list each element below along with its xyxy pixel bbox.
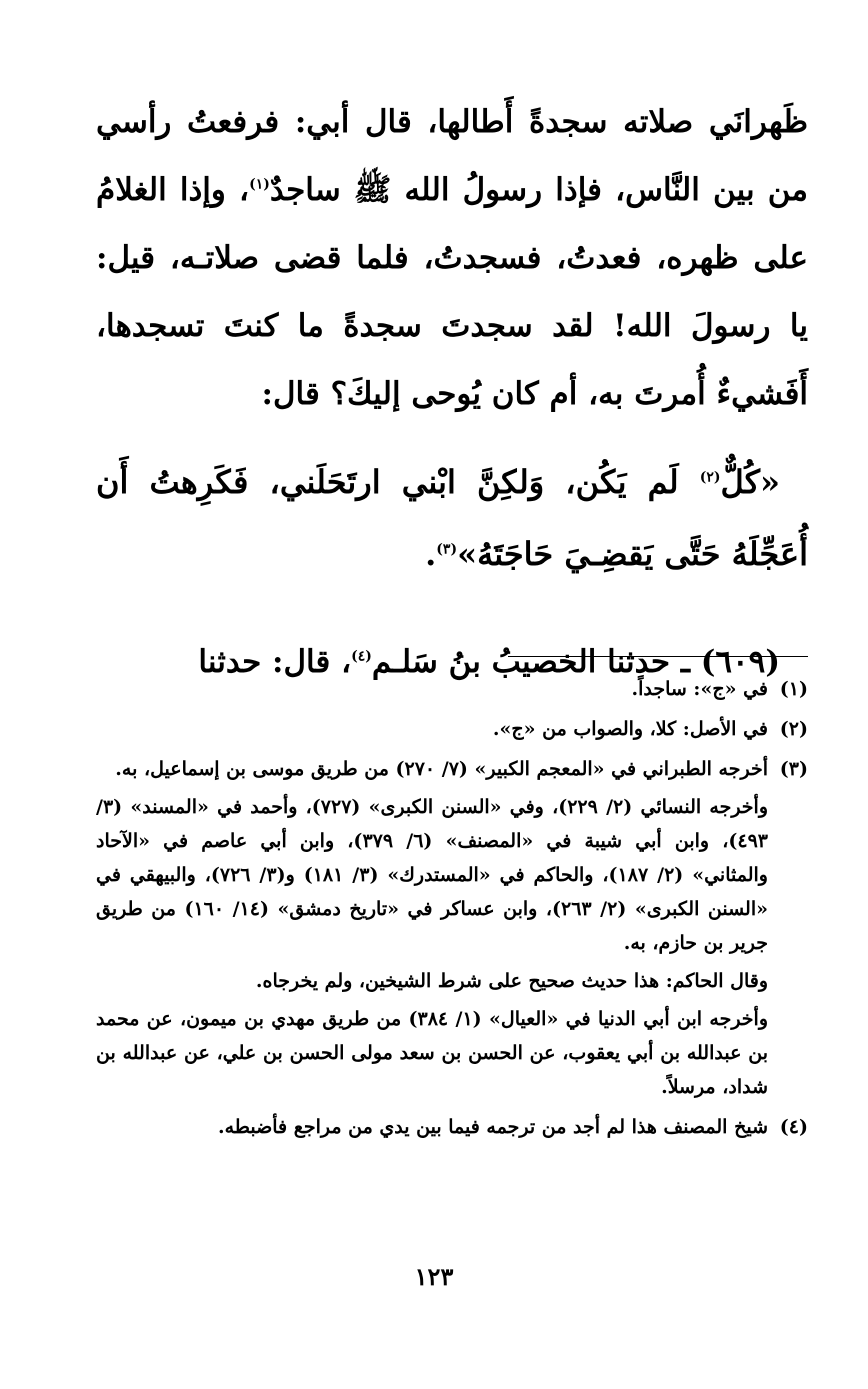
footnote-separator (508, 656, 808, 657)
footnote-marker-3[interactable]: (٣) (436, 541, 458, 558)
footnote-number: (٢) (779, 718, 808, 740)
paragraph-hadith-narration (96, 88, 808, 428)
footnote-body (96, 752, 768, 1104)
footnote-text: في «ج»: ساجداً. (631, 678, 768, 700)
footnote-text: في الأصل: كلا، والصواب من «ج». (492, 718, 768, 740)
text-segment: ، قال: حدثنا (198, 644, 352, 680)
footnote-number: (١) (779, 678, 808, 700)
footnote-number: (٤) (779, 1116, 808, 1138)
text-segment: . (425, 535, 437, 573)
footnotes-section (96, 672, 808, 1150)
paragraph-hadith-quote (96, 446, 808, 590)
hadith-number: (٦٠٩) (700, 644, 780, 680)
text-segment: لَم يَكُن، وَلكِنَّ ابْني ارتَحَلَني، فَكَرِهتُ أَن أُعَجِّلَهُ حَتَّى يَقضِـيَ حَاجَتَهُ» (96, 463, 808, 573)
main-text (96, 88, 808, 696)
footnote-body (96, 672, 768, 706)
footnote-3 (96, 752, 808, 1104)
text-segment: ، وإذا الغلامُ على ظهره، فعدتُ، فسجدتُ، فلما قضى صلاتـه، قيل: يا رسولَ الله! لقد سجدتَ سجدةً ما كنتَ تسجدها، أَفَشيءٌ أُمرتَ به، أم كان يُوحى إليكَ؟ قال: (96, 172, 808, 412)
footnote-number: (٣) (779, 758, 808, 780)
footnote-marker-2[interactable]: (٢) (699, 469, 721, 486)
footnote-1 (96, 672, 808, 706)
footnote-marker-1[interactable]: (١) (249, 176, 270, 193)
footnote-body (96, 1110, 768, 1144)
footnote-text: وأخرجه النسائي (٢/ ٢٢٩)، وفي «السنن الكبرى» (٧٢٧)، وأحمد في «المسند» (٣/ ٤٩٣)، وابن أبي شيبة في «المصنف» (٦/ ٣٧٩)، وابن أبي عاصم في «الآحاد والمثاني» (٢/ ١٨٧)، والحاكم في «المستدرك» (٣/ ١٨١) و(٣/ ٧٢٦)، والبيهقي في «السنن الكبرى» (٢/ ٢٦٣)، وابن عساكر في «تاريخ دمشق» (١٤/ ١٦٠) من طريق جرير بن حازم، به. (96, 796, 769, 954)
text-segment: ظَهرانَي صلاته سجدةً أَطالها، قال أبي: فرفعتُ رأسي من بين النَّاس، فإذا رسولُ الله ﷺ ساجدٌ (96, 104, 809, 208)
page-number: ١٢٣ (414, 1262, 454, 1291)
footnote-text: شيخ المصنف هذا لم أجد من ترجمه فيما بين يدي من مراجع فأضبطه. (217, 1116, 768, 1138)
footnote-body (96, 712, 768, 746)
text-segment: «كُلٌّ (720, 463, 780, 501)
footnote-text: وأخرجه ابن أبي الدنيا في «العيال» (١/ ٣٨٤) من طريق مهدي بن ميمون، عن محمد بن عبدالله بن أبي يعقوب، عن الحسن بن سعد مولى الحسن بن علي، عن عبدالله بن شداد، مرسلاً. (96, 1008, 768, 1098)
footnote-text: وقال الحاكم: هذا حديث صحيح على شرط الشيخين، ولم يخرجاه. (255, 970, 768, 992)
text-segment: ـ حدثنا الخصيبُ بنُ سَلـم (371, 644, 701, 680)
footnote-marker-4[interactable]: (٤) (351, 648, 372, 665)
footnote-text: أخرجه الطبراني في «المعجم الكبير» (٧/ ٢٧٠) من طريق موسى بن إسماعيل، به. (115, 758, 768, 780)
footnote-4 (96, 1110, 808, 1144)
footnote-2 (96, 712, 808, 746)
